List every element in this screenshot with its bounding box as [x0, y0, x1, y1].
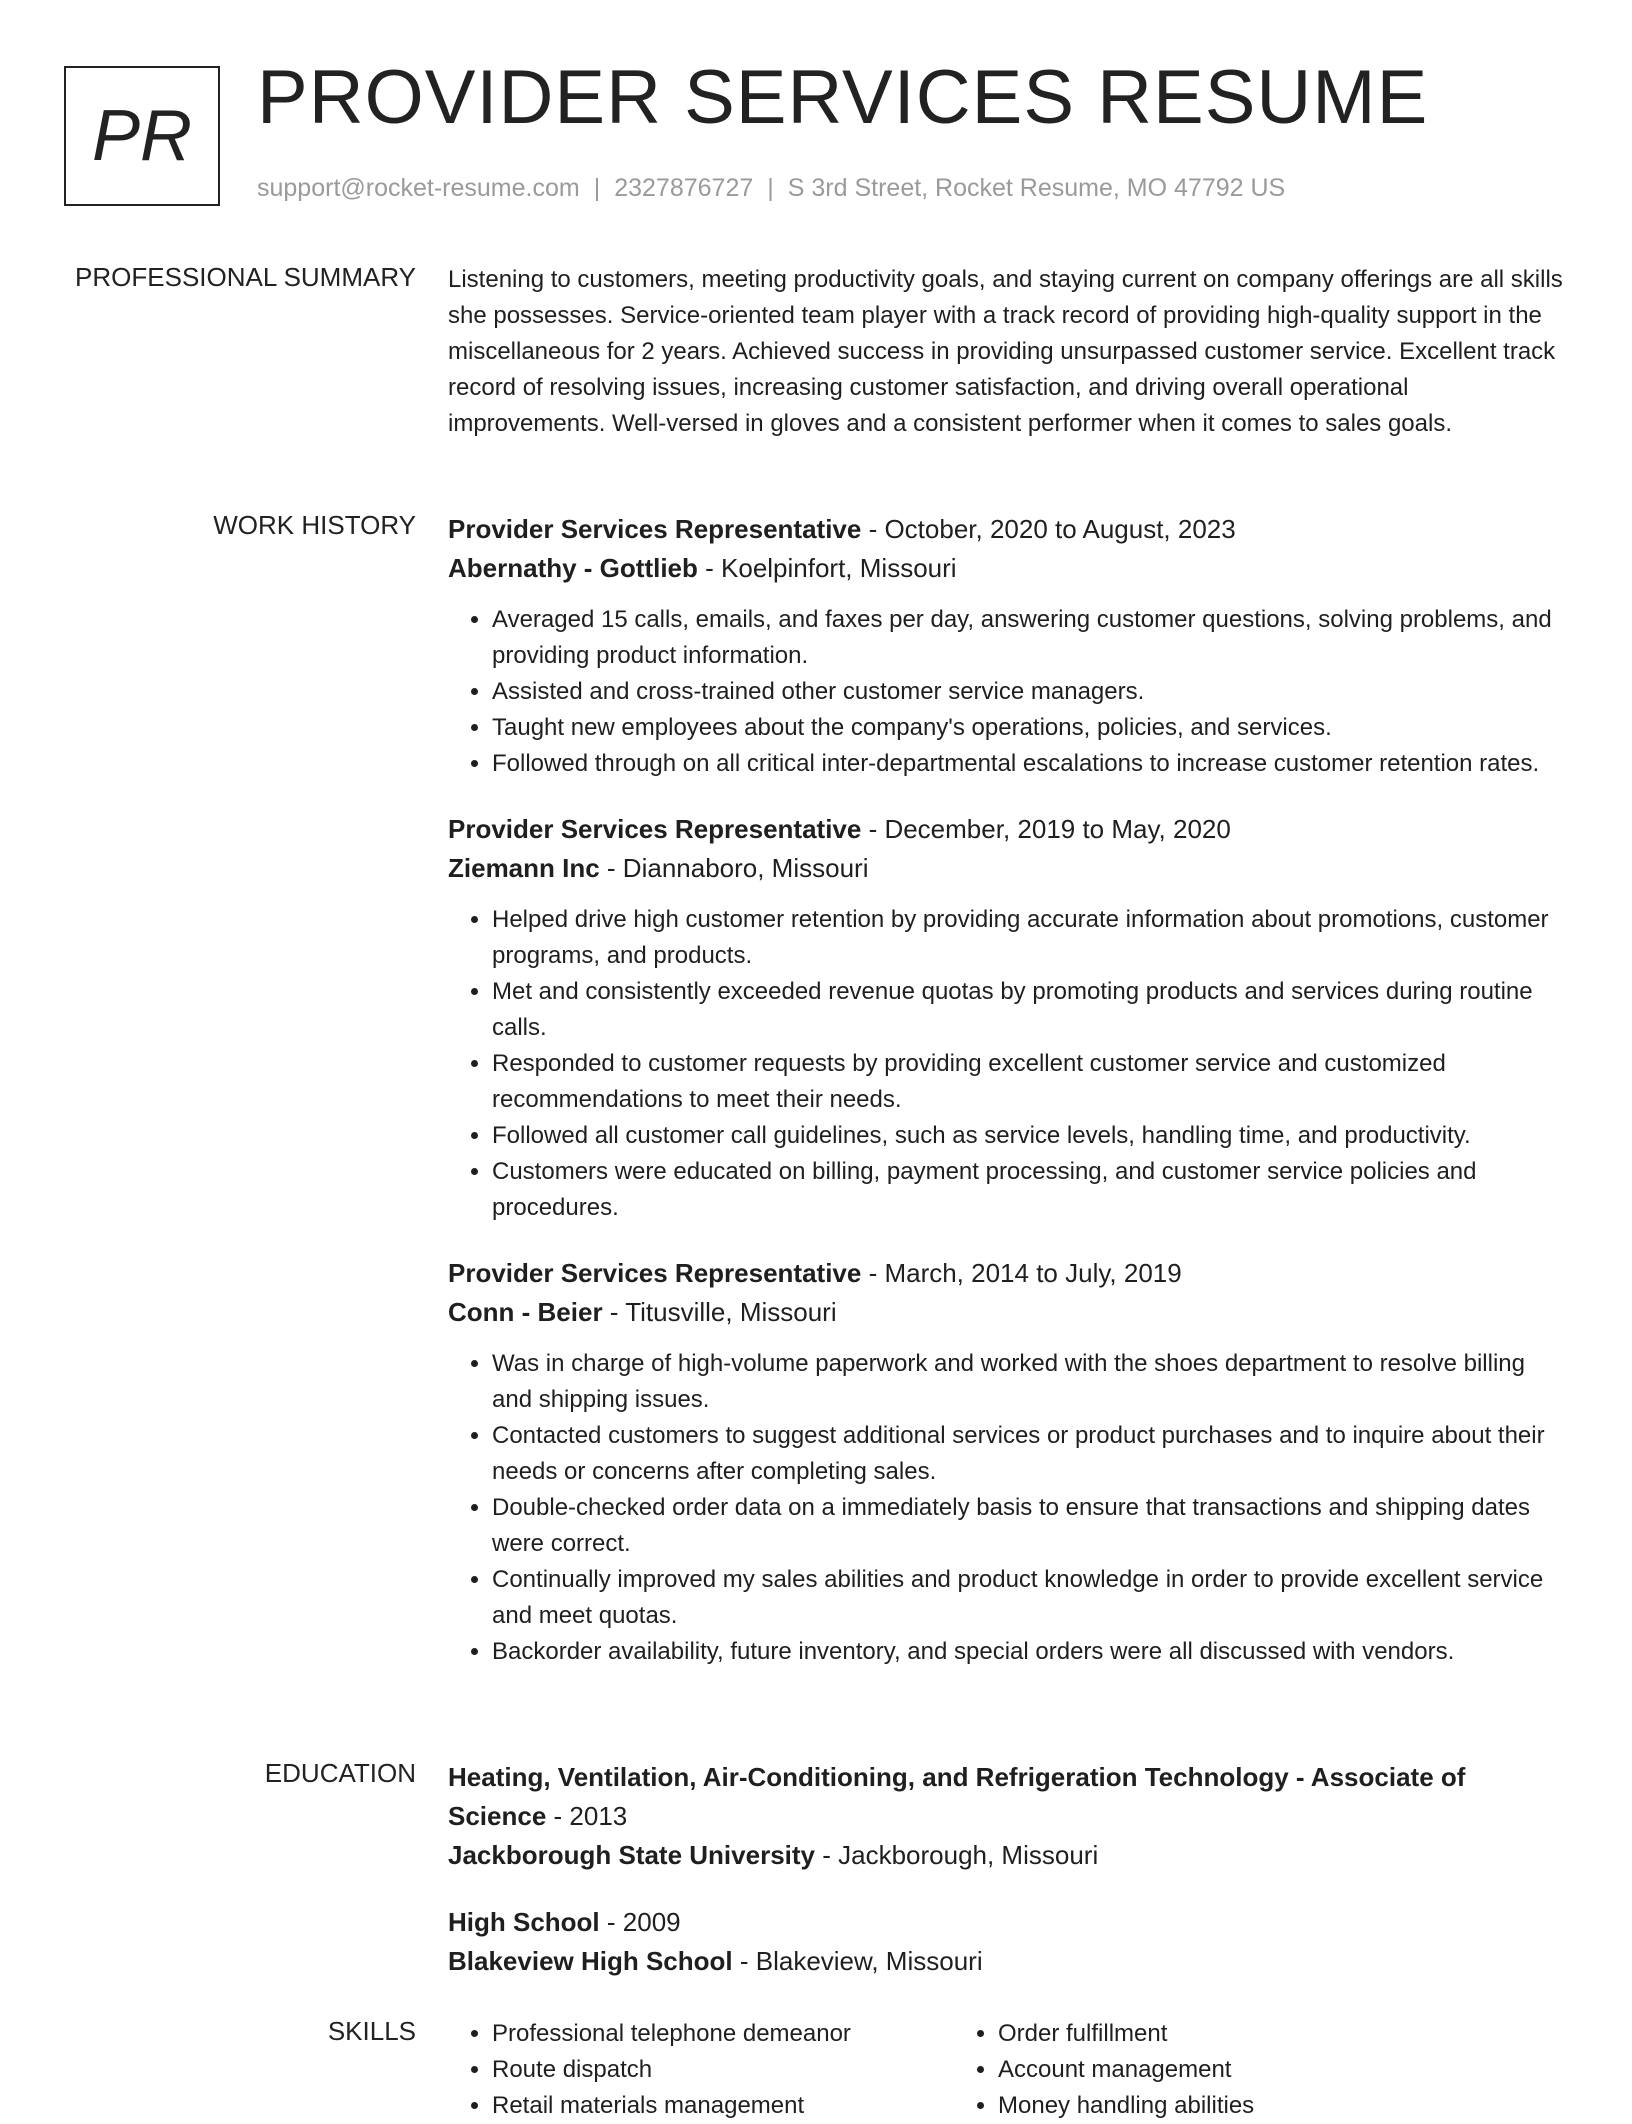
job-location: - Titusville, Missouri [602, 1297, 837, 1327]
education-school-line [448, 1836, 1566, 1875]
education-degree-line [448, 1903, 1566, 1942]
job-title-line [448, 1254, 1566, 1293]
education-entry [448, 1758, 1566, 1875]
skill-item: • Account management [998, 2052, 1460, 2088]
job-bullet: • Taught new employees about the company's operations, policies, and services. [492, 710, 1566, 746]
job-title: Provider Services Representative [448, 1258, 862, 1288]
job-company-line [448, 849, 1566, 888]
contact-line [257, 174, 1285, 203]
job-company: Abernathy - Gottlieb [448, 553, 698, 583]
job-company-line [448, 549, 1566, 588]
job-dates: - December, 2019 to May, 2020 [861, 814, 1231, 844]
education-degree: Heating, Ventilation, Air-Conditioning, and Refrigeration Technology - Associate of Science [448, 1762, 1466, 1831]
job-bullet: • Helped drive high customer retention by providing accurate information about promotions, customer programs, and products. [492, 902, 1566, 974]
job-dates: - October, 2020 to August, 2023 [861, 514, 1236, 544]
job-bullet: • Was in charge of high-volume paperwork and worked with the shoes department to resolve billing and shipping issues. [492, 1346, 1566, 1418]
skill-item: • Route dispatch [492, 2052, 954, 2088]
job-company-line [448, 1293, 1566, 1332]
job-bullet: • Responded to customer requests by providing excellent customer service and customized recommendations to meet their needs. [492, 1046, 1566, 1118]
contact-separator: | [593, 174, 601, 202]
skill-item: • Retail materials management [492, 2088, 954, 2124]
skill-item: • Order fulfillment [998, 2016, 1460, 2052]
skill-item: • Money handling abilities [998, 2088, 1460, 2124]
education-location: - Blakeview, Missouri [732, 1946, 983, 1976]
skills-list-left [448, 2016, 954, 2124]
job-bullet: • Customers were educated on billing, payment processing, and customer service policies and procedures. [492, 1154, 1566, 1226]
job-bullet: • Double-checked order data on a immediately basis to ensure that transactions and shipping dates were correct. [492, 1490, 1566, 1562]
monogram-logo: PR [64, 66, 220, 206]
job-bullets [448, 902, 1566, 1226]
education-school-line [448, 1942, 1566, 1981]
job-title: Provider Services Representative [448, 514, 862, 544]
job-company: Ziemann Inc [448, 853, 600, 883]
job-company: Conn - Beier [448, 1297, 603, 1327]
job-bullet: • Followed through on all critical inter-departmental escalations to increase customer retention rates. [492, 746, 1566, 782]
education-year: - 2013 [546, 1801, 628, 1831]
job-dates: - March, 2014 to July, 2019 [861, 1258, 1182, 1288]
job-location: - Koelpinfort, Missouri [697, 553, 957, 583]
skills-columns [448, 2016, 1566, 2124]
education-degree-line [448, 1758, 1566, 1836]
job-title: Provider Services Representative [448, 814, 862, 844]
contact-separator: | [767, 174, 774, 202]
skills-list-right [954, 2016, 1460, 2124]
education-school: Blakeview High School [448, 1946, 733, 1976]
education-entry [448, 1903, 1566, 1981]
contact-address: S 3rd Street, Rocket Resume, MO 47792 US [787, 174, 1286, 202]
job-location: - Diannaboro, Missouri [599, 853, 869, 883]
job-bullet: • Backorder availability, future inventory, and special orders were all discussed with vendors. [492, 1634, 1566, 1670]
job-bullet: • Continually improved my sales abilities and product knowledge in order to provide excellent service and meet quotas. [492, 1562, 1566, 1634]
job-bullet: • Met and consistently exceeded revenue quotas by promoting products and services during routine calls. [492, 974, 1566, 1046]
job-bullets [448, 602, 1566, 782]
education-year: - 2009 [599, 1907, 681, 1937]
job-entry [448, 1254, 1566, 1670]
section-label-summary: PROFESSIONAL SUMMARY [75, 262, 416, 292]
section-label-work-history: WORK HISTORY [213, 510, 416, 540]
job-title-line [448, 510, 1566, 549]
section-label-skills: SKILLS [327, 2016, 416, 2046]
contact-phone[interactable]: 2327876727 [614, 174, 754, 202]
resume-title: PROVIDER SERVICES RESUME [257, 55, 1429, 140]
job-bullet: • Assisted and cross-trained other customer service managers. [492, 674, 1566, 710]
job-bullet: • Contacted customers to suggest additional services or product purchases and to inquire about their needs or concerns after completing sales. [492, 1418, 1566, 1490]
job-entry [448, 810, 1566, 1226]
contact-email[interactable]: support@rocket-resume.com [257, 174, 580, 202]
education-school: Jackborough State University [448, 1840, 815, 1870]
section-label-education: EDUCATION [264, 1758, 416, 1788]
job-entry [448, 510, 1566, 782]
job-title-line [448, 810, 1566, 849]
job-bullet: • Followed all customer call guidelines, such as service levels, handling time, and productivity. [492, 1118, 1566, 1154]
education-location: - Jackborough, Missouri [815, 1840, 1099, 1870]
job-bullet: • Averaged 15 calls, emails, and faxes per day, answering customer questions, solving problems, and providing product information. [492, 602, 1566, 674]
job-bullets [448, 1346, 1566, 1670]
education-degree: High School [448, 1907, 600, 1937]
skill-item: • Professional telephone demeanor [492, 2016, 954, 2052]
summary-text: Listening to customers, meeting productivity goals, and staying current on company offerings are all skills she possesses. Service-oriented team player with a track record of providing high-quality support in the miscellaneous for 2 years. Achieved success in providing unsurpassed customer service. Excellent track record of resolving issues, increasing customer satisfaction, and driving overall operational improvements. Well-versed in gloves and a consistent performer when it comes to sales goals. [448, 266, 1563, 437]
